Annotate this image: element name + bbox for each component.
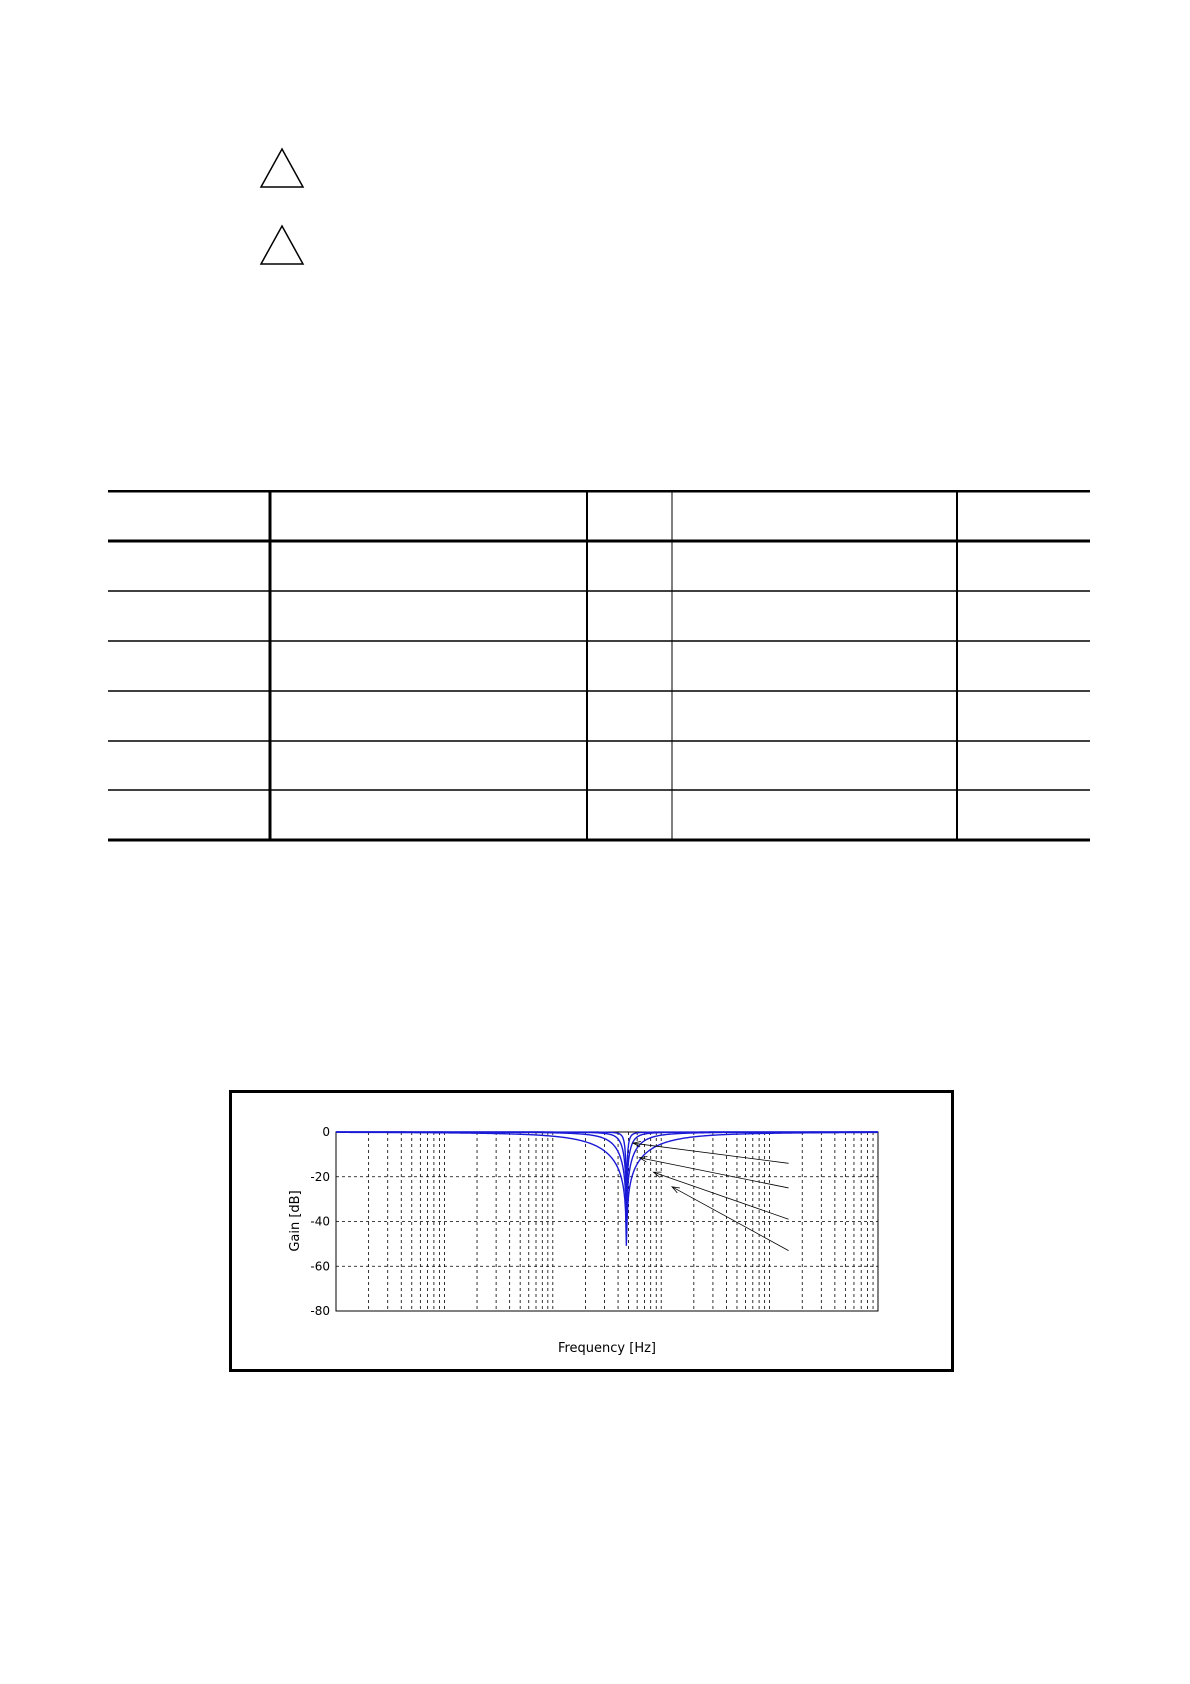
- parameter-table: [108, 490, 1090, 842]
- y-tick-labels: [310, 1125, 330, 1318]
- annotation-arrow-line: [633, 1143, 789, 1163]
- chart-series: [336, 1132, 878, 1246]
- annotation-arrow-line: [654, 1172, 789, 1219]
- chart-grid: [336, 1132, 878, 1311]
- chart-canvas: [232, 1093, 951, 1369]
- warning-triangle-icon: [259, 147, 305, 189]
- annotation-arrow-head: [672, 1187, 680, 1193]
- series-line-notch-1: [336, 1132, 878, 1191]
- series-line-notch-3: [336, 1132, 878, 1228]
- x-axis-label: Frequency [Hz]: [557, 1341, 657, 1356]
- y-tick-label: -40: [310, 1214, 330, 1229]
- annotation-arrow-line: [672, 1187, 789, 1251]
- y-axis-label: Gain [dB]: [288, 1190, 303, 1252]
- notch-filter-chart: [229, 1090, 954, 1372]
- y-tick-label: -60: [310, 1259, 330, 1274]
- warning-triangle-icon: [259, 224, 305, 266]
- annotation-arrow-line: [640, 1158, 789, 1188]
- series-line-notch-4: [336, 1132, 878, 1246]
- y-tick-label: 0: [322, 1125, 330, 1139]
- table-grid: [108, 490, 1090, 842]
- y-tick-label: -20: [310, 1169, 330, 1184]
- series-line-notch-2: [336, 1132, 878, 1210]
- y-tick-label: -80: [310, 1304, 330, 1318]
